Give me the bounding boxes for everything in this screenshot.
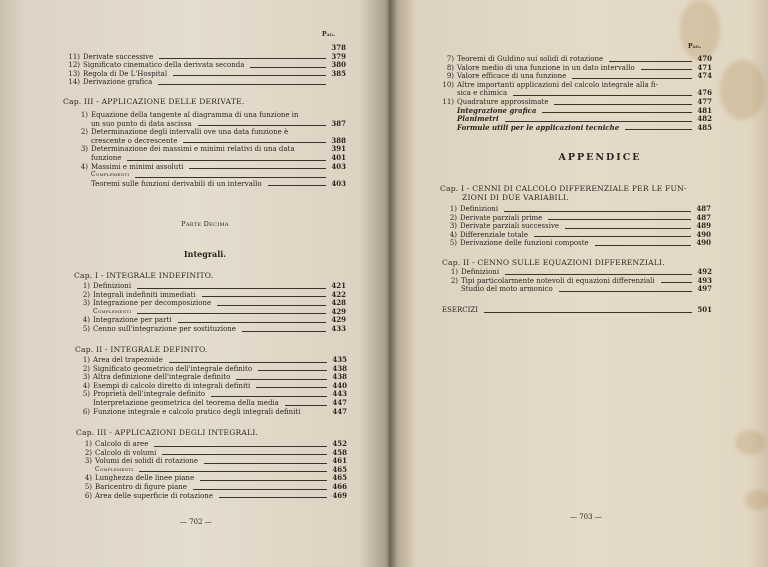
entry-page: 447 — [332, 406, 347, 416]
entry-title: crescente o decrescente — [91, 136, 178, 145]
dot-leader — [219, 497, 327, 498]
entry-title: Derivate parziali successive — [460, 222, 560, 231]
page-column-label: Pag. — [322, 31, 336, 38]
entry-title: Baricentro di figure piane — [95, 482, 187, 491]
dot-leader — [204, 463, 327, 464]
entry-title: Lunghezza delle linee piane — [95, 474, 195, 483]
dot-leader — [236, 379, 327, 380]
chapter-heading: Cap. II - CENNO SULLE EQUAZIONI DIFFERENZIALI. — [442, 258, 665, 267]
dot-leader — [139, 471, 327, 472]
entry-title: Proprietà dell'integrale definito — [93, 390, 206, 399]
entry-page: 388 — [331, 135, 346, 145]
entry-title: Integrali indefiniti immediati — [93, 290, 196, 299]
toc-entry — [76, 365, 347, 374]
dot-leader — [661, 282, 692, 283]
dot-leader — [189, 168, 326, 169]
dot-leader — [198, 125, 326, 126]
entry-page: 435 — [332, 355, 347, 364]
toc-entry — [443, 214, 711, 223]
toc-entry — [440, 124, 712, 133]
toc-list — [74, 111, 346, 188]
entry-page: 487 — [696, 204, 711, 213]
dot-leader — [534, 236, 691, 237]
entry-page: 487 — [696, 212, 711, 222]
entry-page: 433 — [331, 323, 346, 333]
entry-title: Complementi — [95, 465, 134, 473]
entry-page: 476 — [697, 88, 712, 98]
entry-number: 4) — [82, 316, 90, 325]
dot-leader — [127, 160, 326, 161]
entry-number: 5) — [84, 482, 92, 491]
entry-title: Teoremi sulle funzioni derivabili di un intervallo — [91, 179, 262, 188]
chapter-heading: Cap. I - CENNI DI CALCOLO DIFFERENZIALE PER LE FUN- — [440, 184, 687, 193]
part-label: Parte Decima — [181, 220, 229, 228]
entry-title: Interpretazione geometrica del teorema della media — [93, 398, 279, 407]
entry-title: Teoremi di Guldino sui solidi di rotazione — [457, 55, 604, 63]
entry-page: 438 — [332, 372, 347, 382]
entry-page: 380 — [331, 60, 346, 70]
entry-number: 1) — [82, 282, 90, 290]
entry-page: 403 — [331, 161, 346, 171]
entry-number: 9) — [446, 72, 454, 81]
toc-entry — [443, 231, 711, 240]
toc-entry-exercises — [442, 306, 712, 315]
toc-entry — [78, 492, 347, 501]
page-number: — 703 — — [570, 513, 602, 521]
entry-title: Quadrature approssimate — [457, 97, 549, 106]
entry-page: 461 — [332, 456, 347, 466]
dot-leader — [183, 142, 326, 143]
entry-title: Determinazione dei massimi e minimi relativi di una data — [91, 145, 295, 154]
dot-leader — [268, 185, 326, 186]
toc-list — [444, 268, 712, 294]
entry-page: 403 — [331, 178, 346, 188]
toc-entry — [76, 408, 347, 417]
dot-leader — [173, 75, 326, 76]
entry-number: 11) — [442, 97, 454, 106]
toc-entry — [443, 205, 711, 214]
entry-title: Massimi e minimi assoluti — [91, 162, 184, 171]
entry-number: 4) — [82, 381, 90, 390]
dot-leader — [135, 177, 326, 178]
toc-list — [440, 55, 712, 132]
chapter-heading-cont: ZIONI DI DUE VARIABILI. — [462, 193, 569, 202]
entry-number: 1) — [84, 440, 92, 448]
entry-title: Definizioni — [461, 268, 500, 276]
entry-page: 466 — [332, 481, 347, 491]
entry-title: Definizioni — [93, 282, 132, 290]
entry-title: Differenziale totale — [460, 230, 529, 239]
dot-leader — [565, 228, 691, 229]
entry-page: 477 — [697, 96, 712, 106]
entry-title: Valore medio di una funzione in un dato intervallo — [457, 63, 635, 72]
toc-entry — [76, 291, 346, 300]
entry-number: 3) — [80, 145, 88, 154]
toc-entry — [78, 457, 347, 466]
entry-number: 6) — [82, 407, 90, 416]
entry-number: 2) — [449, 213, 457, 222]
entry-page: 497 — [697, 284, 712, 294]
chapter-heading: Cap. III - APPLICAZIONI DEGLI INTEGRALI. — [76, 428, 259, 437]
entry-number: 1) — [80, 111, 88, 119]
entry-title: Integrazione per decomposizione — [93, 299, 212, 308]
dot-leader — [159, 58, 326, 59]
toc-entry — [76, 399, 347, 408]
toc-entry — [440, 72, 712, 81]
toc-entry — [74, 120, 346, 129]
toc-list — [78, 440, 347, 500]
entry-title: Integrazione per parti — [93, 316, 172, 325]
entry-title: Tipi particolarmente notevoli di equazioni differenziali — [461, 276, 655, 285]
toc-entry — [78, 483, 347, 492]
toc-entry — [78, 474, 347, 483]
appendix-title: APPENDICE — [558, 152, 642, 163]
entry-page: 385 — [331, 68, 346, 78]
dot-leader — [559, 291, 692, 292]
entry-title: Studio del moto armonico — [461, 285, 553, 294]
toc-list — [76, 356, 347, 416]
entry-page: 391 — [331, 144, 346, 154]
toc-entry — [78, 440, 347, 449]
entry-title: sica e chimica — [457, 89, 508, 98]
entry-number: 1) — [82, 356, 90, 364]
toc-entry — [78, 466, 347, 475]
dot-leader — [162, 454, 327, 455]
dot-leader — [641, 69, 692, 70]
entry-number: 5) — [82, 324, 90, 333]
entry-number: 2) — [82, 290, 90, 299]
toc-entry — [444, 268, 712, 277]
entry-title: Valore efficace di una funzione — [457, 72, 567, 81]
entry-page: 379 — [331, 51, 346, 61]
entry-title: Area del trapezoide — [93, 356, 163, 364]
entry-page: 401 — [331, 152, 346, 162]
entry-title: Regola di De L'Hospital — [83, 69, 168, 78]
entry-number: 12) — [68, 61, 80, 70]
entry-number: 6) — [84, 491, 92, 500]
entry-title: Derivazione grafica — [83, 78, 153, 87]
entry-title: ESERCIZI — [442, 306, 479, 314]
dot-leader — [217, 305, 326, 306]
entry-number: 1) — [449, 205, 457, 213]
entry-title: Funzione integrale e calcolo pratico degli integrali definiti — [93, 407, 301, 416]
entry-page: 481 — [697, 105, 712, 115]
toc-entry — [440, 55, 712, 64]
dot-leader — [211, 396, 327, 397]
toc-entry — [66, 78, 346, 87]
entry-page: 474 — [697, 71, 712, 81]
dot-leader — [625, 129, 692, 130]
entry-title: Significato cinematico della derivata seconda — [83, 61, 245, 70]
toc-entry — [440, 89, 712, 98]
entry-title: Derivate successive — [83, 52, 154, 61]
entry-title: Integrazione grafica — [457, 105, 537, 115]
dot-leader — [542, 112, 692, 113]
dot-leader — [169, 362, 327, 363]
toc-entry — [74, 137, 346, 146]
entry-title: Planimetri — [457, 114, 499, 124]
entry-page: 492 — [697, 267, 712, 276]
toc-entry — [76, 390, 347, 399]
dot-leader — [250, 67, 326, 68]
entry-page: 429 — [331, 306, 346, 316]
dot-leader — [137, 313, 326, 314]
dot-leader — [178, 322, 327, 323]
dot-leader — [200, 480, 327, 481]
toc-entry — [74, 154, 346, 163]
entry-page: 428 — [331, 298, 346, 308]
toc-entry — [440, 64, 712, 73]
entry-title: Calcolo di volumi — [95, 448, 157, 457]
dot-leader — [256, 387, 327, 388]
entry-number: 2) — [80, 128, 88, 137]
toc-entry — [443, 222, 711, 231]
chapter-heading: Cap. II - INTEGRALE DEFINITO. — [75, 345, 208, 354]
entry-page: 387 — [331, 118, 346, 128]
toc-entry — [66, 53, 346, 62]
entry-page: 465 — [332, 473, 347, 483]
entry-number: 2) — [82, 364, 90, 373]
entry-title: Formule utili per le applicazioni tecniche — [457, 122, 620, 132]
entry-title: Definizioni — [460, 205, 499, 213]
entry-title: Complementi — [93, 307, 132, 315]
toc-entry — [76, 282, 346, 291]
right-page — [390, 0, 768, 567]
entry-title: Derivate parziali prime — [460, 213, 543, 222]
entry-page: 482 — [697, 114, 712, 124]
entry-page: 490 — [696, 238, 711, 248]
dot-leader — [505, 121, 692, 122]
entry-title: Volumi dei solidi di rotazione — [95, 457, 199, 466]
entry-page: 465 — [332, 464, 347, 474]
entry-page: 471 — [697, 62, 712, 72]
page-number: — 702 — — [180, 518, 212, 526]
entry-number: 10) — [442, 80, 454, 89]
entry-page: 421 — [331, 281, 346, 290]
entry-title: un suo punto di data ascissa — [91, 119, 192, 128]
toc-entry — [76, 316, 346, 325]
entry-page: 440 — [332, 380, 347, 390]
entry-title: Equazione della tangente al diagramma di una funzione in — [91, 111, 299, 119]
toc-entry — [444, 285, 712, 294]
dot-leader — [595, 245, 691, 246]
entry-page: 490 — [696, 229, 711, 239]
entry-number: 3) — [449, 222, 457, 231]
entry-page: 470 — [697, 54, 712, 63]
toc-entry — [74, 128, 346, 137]
entry-page: 469 — [332, 490, 347, 500]
entry-page: 422 — [331, 289, 346, 299]
dot-leader — [609, 61, 692, 62]
toc-entry — [74, 163, 346, 172]
entry-page: 501 — [697, 305, 712, 314]
page-column-label: Pag. — [688, 43, 702, 50]
entry-title: Esempi di calcolo diretto di integrali definiti — [93, 381, 251, 390]
dot-leader — [548, 219, 691, 220]
entry-title: Derivazione delle funzioni composte — [460, 239, 589, 248]
toc-entry — [76, 299, 346, 308]
entry-page: 438 — [332, 363, 347, 373]
toc-entry — [66, 61, 346, 70]
entry-page: 452 — [332, 439, 347, 448]
toc-entry — [66, 44, 346, 53]
toc-entry — [74, 111, 346, 120]
entry-number: 3) — [82, 299, 90, 308]
toc-entry — [76, 356, 347, 365]
entry-number: 11) — [68, 52, 80, 61]
entry-number: 13) — [68, 69, 80, 78]
toc-entry — [74, 145, 346, 154]
entry-title: Altra definizione dell'integrale definito — [93, 373, 231, 382]
entry-number: 3) — [82, 373, 90, 382]
toc-entry — [74, 171, 346, 180]
dot-leader — [242, 331, 326, 332]
entry-title: Complementi — [91, 171, 130, 179]
dot-leader — [505, 274, 692, 275]
entry-page: 447 — [332, 397, 347, 407]
entry-page: 458 — [332, 447, 347, 457]
entry-title: Cenno sull'integrazione per sostituzione — [93, 324, 236, 333]
entry-number: 2) — [450, 276, 458, 285]
entry-page: 443 — [332, 389, 347, 399]
toc-entry — [76, 308, 346, 317]
toc-entry — [76, 373, 347, 382]
dot-leader — [202, 296, 326, 297]
toc-entry — [78, 449, 347, 458]
chapter-heading: Cap. I - INTEGRALE INDEFINITO. — [74, 271, 214, 280]
entry-number: 7) — [446, 55, 454, 63]
entry-page: 378 — [331, 43, 346, 52]
dot-leader — [154, 446, 327, 447]
entry-title: Calcolo di aree — [95, 440, 149, 448]
entry-page: 429 — [331, 315, 346, 325]
dot-leader — [137, 288, 326, 289]
entry-title: Area delle superficie di rotazione — [95, 491, 213, 500]
entry-title: Determinazione degli intervalli ove una data funzione è — [91, 128, 289, 137]
entry-number: 1) — [450, 268, 458, 276]
dot-leader — [193, 489, 327, 490]
toc-entry — [74, 180, 346, 189]
entry-page: 489 — [696, 221, 711, 231]
entry-page: 485 — [697, 122, 712, 132]
part-title: Integrali. — [183, 249, 227, 259]
toc-entry — [444, 277, 712, 286]
entry-number: 4) — [449, 230, 457, 239]
dot-leader — [504, 211, 691, 212]
dot-leader — [484, 312, 692, 313]
entry-number: 8) — [446, 63, 454, 72]
dot-leader — [572, 78, 692, 79]
entry-number: 2) — [84, 448, 92, 457]
entry-title: funzione — [91, 153, 122, 162]
entry-number: 3) — [84, 457, 92, 466]
toc-list — [443, 205, 711, 248]
dot-leader — [258, 370, 327, 371]
dot-leader — [554, 104, 692, 105]
entry-number: 4) — [84, 474, 92, 483]
toc-entry — [66, 70, 346, 79]
entry-number: 5) — [82, 390, 90, 399]
entry-page: 493 — [697, 275, 712, 285]
dot-leader — [285, 405, 327, 406]
dot-leader — [513, 95, 692, 96]
toc-entry — [76, 325, 346, 334]
entry-number: 5) — [449, 239, 457, 248]
toc-entry — [443, 239, 711, 248]
toc-list — [66, 44, 346, 87]
entry-number: 14) — [68, 78, 80, 87]
entry-number: 4) — [80, 162, 88, 171]
entry-title: Altre importanti applicazioni del calcolo integrale alla fi- — [457, 80, 658, 89]
toc-list — [76, 282, 346, 334]
chapter-heading: Cap. III - APPLICAZIONE DELLE DERIVATE. — [63, 97, 245, 106]
toc-entry — [440, 81, 712, 90]
dot-leader — [158, 84, 326, 85]
entry-title: Significato geometrico dell'integrale definito — [93, 364, 253, 373]
